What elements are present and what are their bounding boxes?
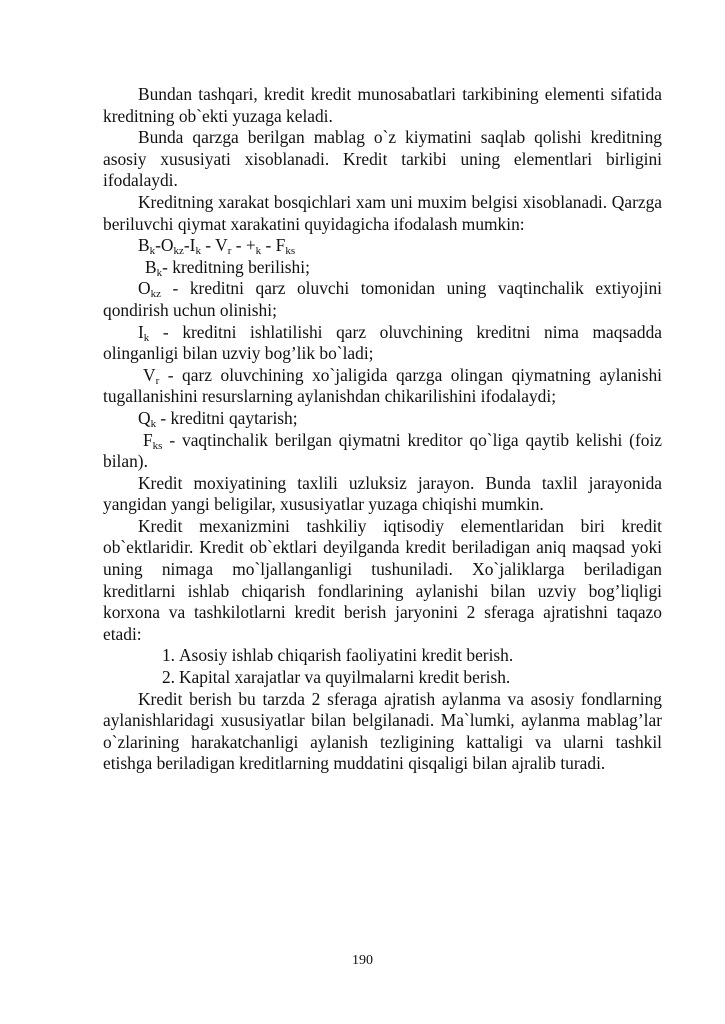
definition-text: - kreditning berilishi;	[162, 256, 310, 277]
definition-ik	[103, 322, 662, 365]
formula-subscript: ks	[285, 245, 296, 258]
formula-symbol: B	[138, 235, 150, 256]
definition-subscript: kz	[150, 288, 161, 301]
formula-symbol: - V	[200, 235, 228, 256]
list-number: 1.	[161, 645, 175, 666]
definition-vr	[103, 365, 662, 408]
list-item-text: Asosiy ishlab chiqarish faoliyatini kredit berish.	[179, 645, 514, 666]
paragraph: Bundan tashqari, kredit kredit munosabatlari tarkibining elementi sifatida kreditning ob`ekti yuzaga keladi.	[103, 84, 662, 126]
paragraph: Kredit moxiyatining taxlili uzluksiz jarayon. Bunda taxlil jarayonida yangidan yangi beligilar, xususiyatlar yuzaga chiqishi mumkin.	[103, 472, 662, 515]
definition-text: - kreditni qarz oluvchi tomonidan uning vaqtinchalik extiyojini qondirish uchun olinishi;	[103, 278, 662, 320]
definition-subscript: k	[150, 417, 157, 430]
paragraph: Kredit mexanizmini tashkiliy iqtisodiy elementlaridan biri kredit ob`ektlaridir. Kredit ob`ektlari deyilganda kredit beriladigan aniq maqsad yoki uning nimaga mo`ljallanganligi tushuniladi. Xo`jaliklarga beriladigan kreditlarni ishlab chiqarish fondlarining aylanishi bilan uzviy bog’liqligi korxona va tashkilotlarni kredit berish jaryonini 2 sferaga ajratishni taqazo etadi:	[103, 515, 662, 644]
list-item	[103, 645, 662, 667]
formula-subscript: k	[195, 245, 201, 258]
definition-fks	[103, 430, 662, 473]
definition-symbol: B	[145, 256, 157, 277]
definition-symbol: O	[138, 278, 151, 299]
formula-symbol: -O	[155, 235, 174, 256]
paragraph: Kreditning xarakat bosqichlari xam uni muxim belgisi xisoblanadi. Qarzga beriluvchi qiymat xarakatini quyidagicha ifodalash mumkin:	[103, 191, 662, 234]
page-number: 190	[352, 953, 373, 968]
formula-subscript: kz	[173, 245, 184, 258]
document-page	[103, 84, 662, 775]
formula-symbol: -I	[183, 235, 196, 256]
definition-subscript: k	[156, 266, 163, 279]
definition-subscript: ks	[152, 439, 163, 452]
definition-qk	[103, 408, 662, 430]
definition-symbol: Q	[138, 407, 151, 428]
definition-text: - vaqtinchalik berilgan qiymatni kreditor qo`liga qaytib kelishi (foiz bilan).	[103, 429, 662, 472]
definition-text: - qarz oluvchining xo`jaligida qarzga olingan qiymatning aylanishi tugallanishini resurslarning aylanishdan chikarilishini ifodalaydi;	[103, 364, 662, 407]
definition-text: - kreditni qaytarish;	[156, 407, 298, 428]
formula-symbol: - F	[261, 235, 286, 256]
list-item-text: Kapital xarajatlar va quyilmalarni kredit berish.	[179, 667, 511, 688]
definition-text: - kreditni ishlatilishi qarz oluvchining kreditni nima maqsadda olinganligi bilan uzviy bog’lik bo`ladi;	[103, 321, 662, 364]
definition-symbol: I	[138, 321, 144, 342]
formula-subscript: k	[149, 245, 156, 258]
numbered-list	[103, 645, 662, 688]
definition-symbol: F	[143, 429, 153, 450]
list-item	[103, 667, 662, 689]
definition-symbol: V	[143, 364, 156, 385]
definition-subscript: k	[143, 331, 150, 344]
formula-subscript: r	[227, 245, 232, 258]
definition-okz	[103, 278, 662, 321]
formula-subscript: k	[255, 245, 262, 258]
paragraph: Bunda qarzga berilgan mablag o`z kiymatini saqlab qolishi kreditning asosiy xususiyati xisoblanadi. Kredit tarkibi uning elementlari birligini ifodalaydi.	[103, 127, 662, 191]
list-number: 2.	[161, 667, 175, 688]
paragraph: Kredit berish bu tarzda 2 sferaga ajratish aylanma va asosiy fondlarning aylanishlaridagi xususiyatlar bilan belgilanadi. Ma`lumki, aylanma mablag’lar o`zlarining harakatchanligi aylanish tezligining kattaligi va ularni tashkil etishga beriladigan kreditlarning muddatini qisqaligi bilan ajralib turadi.	[103, 688, 662, 774]
definition-bk	[103, 257, 662, 279]
definition-subscript: r	[155, 374, 160, 387]
formula	[103, 235, 662, 257]
formula-symbol: - +	[231, 235, 256, 256]
